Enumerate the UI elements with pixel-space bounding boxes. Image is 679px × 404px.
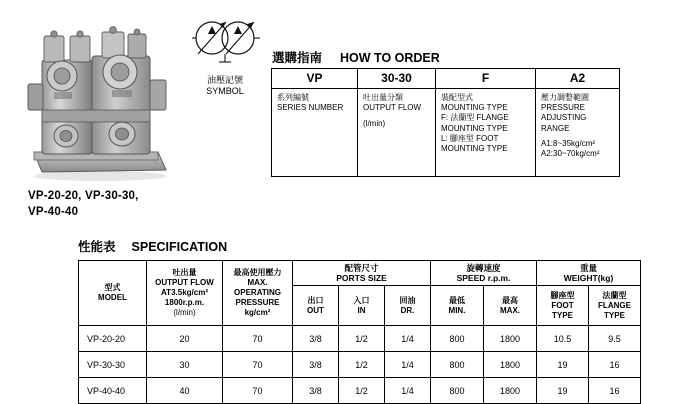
spec-cell-dr: 1/4 [385, 352, 431, 378]
spec-cell-out: 3/8 [293, 352, 339, 378]
spec-header-output-flow: 吐出量 OUTPUT FLOW AT3.5kg/cm² 1800r.p.m. (l/min) [147, 261, 223, 326]
spec-cell-flange: 16 [589, 352, 641, 378]
spec-cell-pressure: 70 [223, 378, 293, 404]
order-header-flow: 30-30 [358, 69, 436, 89]
spec-cell-max: 1800 [484, 378, 537, 404]
order-cell-flow-line2: OUTPUT FLOW [363, 103, 422, 113]
spec-cell-dr: 1/4 [385, 326, 431, 352]
spec-cell-model: VP-20-20 [79, 326, 147, 352]
specification-table [78, 260, 641, 404]
order-header-series: VP [272, 69, 358, 89]
spec-cell-out: 3/8 [293, 326, 339, 352]
spec-cell-flow: 30 [147, 352, 223, 378]
specification-title-en: SPECIFICATION [131, 240, 228, 254]
spec-cell-flange: 9.5 [589, 326, 641, 352]
spec-cell-flow: 20 [147, 326, 223, 352]
spec-header-out: 出口 OUT [293, 286, 339, 326]
spec-cell-min: 800 [431, 352, 484, 378]
order-cell-flow-line4: (l/min) [363, 119, 386, 129]
order-cell-series [272, 89, 358, 177]
spec-cell-in: 1/2 [339, 378, 385, 404]
spec-cell-in: 1/2 [339, 352, 385, 378]
spec-group-ports-size: 配管尺寸 PORTS SIZE [293, 261, 431, 286]
order-table-body-row [272, 89, 620, 177]
symbol-label-en: SYMBOL [206, 86, 244, 96]
spec-header-min: 最低 MIN. [431, 286, 484, 326]
hydraulic-symbol-block [186, 10, 264, 97]
spec-header-model: 型式 MODEL [79, 261, 147, 326]
specification-title-cn: 性能表 [78, 240, 116, 254]
spec-header-max: 最高 MAX. [484, 286, 537, 326]
how-to-order-title-cn: 選購指南 [272, 51, 323, 65]
spec-cell-pressure: 70 [223, 326, 293, 352]
order-cell-pressure-line3: ADJUSTING [541, 113, 587, 123]
spec-cell-model: VP-40-40 [79, 378, 147, 404]
order-cell-mounting-line4: MOUNTING TYPE [441, 123, 508, 133]
spec-cell-flow: 40 [147, 378, 223, 404]
order-cell-flow [358, 89, 436, 177]
spec-cell-model: VP-30-30 [79, 352, 147, 378]
order-cell-series-line2: SERIES NUMBER [277, 103, 344, 113]
order-cell-mounting [436, 89, 536, 177]
table-row [79, 378, 641, 404]
spec-cell-foot: 19 [537, 352, 589, 378]
product-caption [28, 188, 238, 220]
order-cell-mounting-line2: MOUNTING TYPE [441, 103, 508, 113]
order-table-header-row [272, 69, 620, 89]
table-row [79, 352, 641, 378]
order-cell-series-line1: 系列編號 [277, 93, 309, 102]
spec-group-header-row [79, 261, 641, 286]
how-to-order-title-en: HOW TO ORDER [340, 51, 440, 65]
spec-group-speed: 旋轉速度 SPEED r.p.m. [431, 261, 537, 286]
spec-cell-max: 1800 [484, 352, 537, 378]
order-cell-pressure-line4: RANGE [541, 123, 570, 133]
order-cell-mounting-line3: F: 法蘭型 FLANGE [441, 113, 509, 123]
spec-header-flange-type: 法蘭型 FLANGE TYPE [589, 286, 641, 326]
how-to-order-table [271, 68, 620, 177]
spec-cell-flange: 16 [589, 378, 641, 404]
spec-cell-foot: 10.5 [537, 326, 589, 352]
pump-product-image [18, 14, 180, 182]
spec-cell-min: 800 [431, 326, 484, 352]
order-header-pressure: A2 [536, 69, 620, 89]
how-to-order-title [272, 48, 440, 66]
order-cell-pressure-line1: 壓力調整範圍 [541, 93, 589, 102]
hydraulic-symbol-icon [186, 10, 264, 68]
order-cell-mounting-line6: MOUNTING TYPE [441, 144, 508, 154]
order-cell-flow-line1: 吐出量分類 [363, 93, 403, 102]
spec-header-foot-type: 腳座型 FOOT TYPE [537, 286, 589, 326]
spec-cell-min: 800 [431, 378, 484, 404]
order-header-mounting: F [436, 69, 536, 89]
order-cell-mounting-line1: 裝配型式 [441, 93, 473, 102]
spec-header-dr: 回油 DR. [385, 286, 431, 326]
table-row [79, 326, 641, 352]
order-cell-pressure [536, 89, 620, 177]
spec-header-in: 入口 IN [339, 286, 385, 326]
spec-header-max-pressure: 最高使用壓力 MAX. OPERATING PRESSURE kg/cm² [223, 261, 293, 326]
symbol-label-cn: 油壓記號 [206, 75, 243, 85]
order-cell-pressure-line2: PRESSURE [541, 103, 586, 113]
specification-title [78, 237, 227, 255]
order-cell-pressure-a1: A1:8~35kg/cm² [541, 138, 596, 148]
spec-group-weight: 重量 WEIGHT(kg) [537, 261, 641, 286]
order-cell-mounting-line5: L: 腳座型 FOOT [441, 133, 499, 143]
spec-cell-out: 3/8 [293, 378, 339, 404]
spec-cell-max: 1800 [484, 326, 537, 352]
product-caption-line1: VP-20-20, VP-30-30, [28, 190, 139, 202]
spec-cell-dr: 1/4 [385, 378, 431, 404]
order-cell-pressure-a2: A2:30~70kg/cm² [541, 149, 600, 159]
product-caption-line2: VP-40-40 [28, 206, 79, 218]
spec-cell-in: 1/2 [339, 326, 385, 352]
spec-cell-pressure: 70 [223, 352, 293, 378]
spec-cell-foot: 19 [537, 378, 589, 404]
